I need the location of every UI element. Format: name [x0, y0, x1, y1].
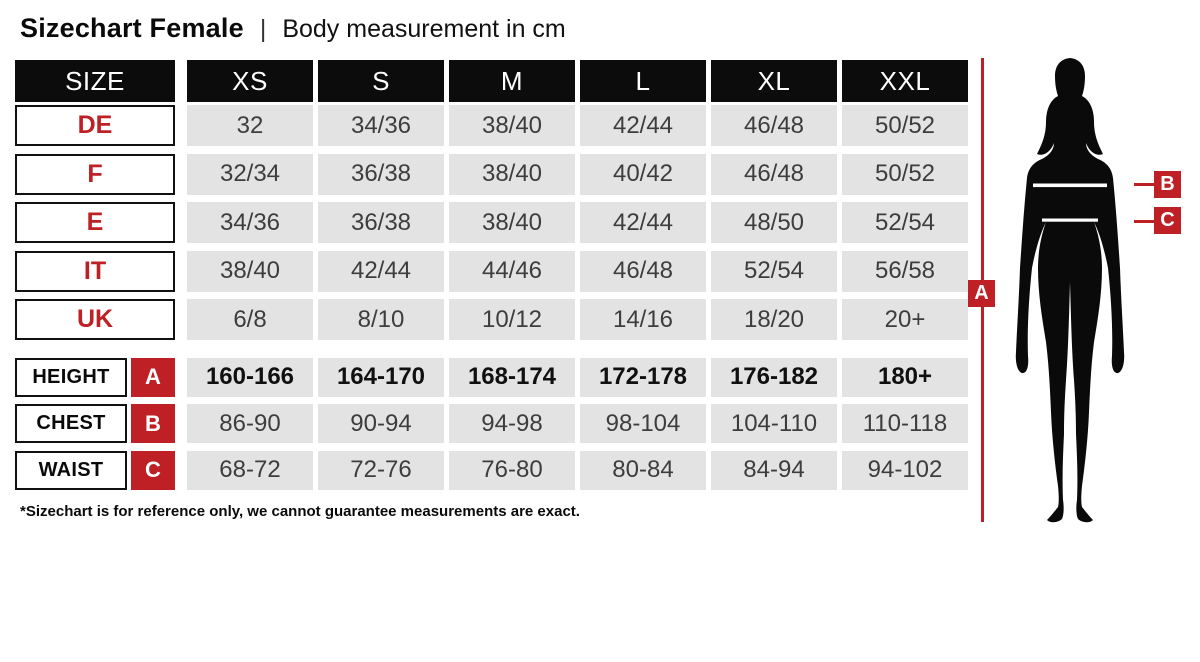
- table-cell: 48/50: [711, 202, 837, 243]
- height-row-badge: A: [131, 358, 175, 397]
- column-header-m: M: [449, 60, 575, 102]
- title-subtitle: Body measurement in cm: [282, 15, 566, 43]
- table-cell: 76-80: [449, 451, 575, 490]
- table-cell: 32/34: [187, 154, 313, 195]
- table-cell: 14/16: [580, 299, 706, 340]
- table-cell: 180+: [842, 358, 968, 397]
- table-cell: 94-102: [842, 451, 968, 490]
- column-header-xxl: XXL: [842, 60, 968, 102]
- chest-pointer-line: [1134, 183, 1154, 186]
- table-header-row: [15, 60, 973, 102]
- table-cell: 6/8: [187, 299, 313, 340]
- table-cell: 46/48: [711, 105, 837, 146]
- table-cell: 42/44: [580, 105, 706, 146]
- table-cell: 18/20: [711, 299, 837, 340]
- row-label-de: DE: [15, 105, 175, 146]
- table-cell: 8/10: [318, 299, 444, 340]
- table-cell: 104-110: [711, 404, 837, 443]
- row-label-height: HEIGHT: [15, 358, 127, 397]
- table-cell: 38/40: [449, 105, 575, 146]
- waist-row-badge: C: [131, 451, 175, 490]
- table-row-uk: [15, 299, 973, 340]
- column-header-xs: XS: [187, 60, 313, 102]
- table-cell: 68-72: [187, 451, 313, 490]
- table-cell: 52/54: [842, 202, 968, 243]
- table-cell: 10/12: [449, 299, 575, 340]
- table-cell: 32: [187, 105, 313, 146]
- table-cell: 50/52: [842, 154, 968, 195]
- waist-pointer-line: [1134, 220, 1154, 223]
- table-row-de: [15, 105, 973, 146]
- table-cell: 72-76: [318, 451, 444, 490]
- table-cell: 98-104: [580, 404, 706, 443]
- table-cell: 176-182: [711, 358, 837, 397]
- table-cell: 40/42: [580, 154, 706, 195]
- table-row-f: [15, 154, 973, 195]
- table-cell: 56/58: [842, 251, 968, 292]
- female-silhouette-icon: [1002, 56, 1138, 526]
- table-cell: 36/38: [318, 154, 444, 195]
- size-table: [15, 60, 973, 497]
- table-cell: 86-90: [187, 404, 313, 443]
- table-cell: 46/48: [711, 154, 837, 195]
- footnote: *Sizechart is for reference only, we cannot guarantee measurements are exact.: [20, 503, 580, 520]
- row-label-it: IT: [15, 251, 175, 292]
- row-label-e: E: [15, 202, 175, 243]
- table-cell: 50/52: [842, 105, 968, 146]
- table-cell: 164-170: [318, 358, 444, 397]
- row-label-uk: UK: [15, 299, 175, 340]
- table-cell: 34/36: [318, 105, 444, 146]
- page-title: [20, 13, 566, 44]
- table-cell: 84-94: [711, 451, 837, 490]
- table-cell: 110-118: [842, 404, 968, 443]
- table-row-height: [15, 358, 973, 397]
- table-cell: 44/46: [449, 251, 575, 292]
- table-row-waist: [15, 451, 973, 490]
- table-row-e: [15, 202, 973, 243]
- table-cell: 80-84: [580, 451, 706, 490]
- section-divider: [15, 348, 973, 358]
- table-cell: 36/38: [318, 202, 444, 243]
- table-row-it: [15, 251, 973, 292]
- table-cell: 42/44: [318, 251, 444, 292]
- row-label-waist: WAIST: [15, 451, 127, 490]
- row-label-f: F: [15, 154, 175, 195]
- column-header-l: L: [580, 60, 706, 102]
- table-cell: 94-98: [449, 404, 575, 443]
- table-cell: 52/54: [711, 251, 837, 292]
- size-header-cell: SIZE: [15, 60, 175, 102]
- column-header-xl: XL: [711, 60, 837, 102]
- chest-row-badge: B: [131, 404, 175, 443]
- height-figure-badge: A: [968, 280, 995, 307]
- column-header-s: S: [318, 60, 444, 102]
- title-separator: |: [259, 15, 267, 43]
- table-cell: 168-174: [449, 358, 575, 397]
- table-cell: 20+: [842, 299, 968, 340]
- table-cell: 46/48: [580, 251, 706, 292]
- chest-figure-badge: B: [1154, 171, 1181, 198]
- table-cell: 42/44: [580, 202, 706, 243]
- table-cell: 38/40: [449, 154, 575, 195]
- waist-figure-badge: C: [1154, 207, 1181, 234]
- table-cell: 34/36: [187, 202, 313, 243]
- table-row-chest: [15, 404, 973, 443]
- table-cell: 172-178: [580, 358, 706, 397]
- table-cell: 38/40: [187, 251, 313, 292]
- table-cell: 90-94: [318, 404, 444, 443]
- table-cell: 38/40: [449, 202, 575, 243]
- title-main: Sizechart Female: [20, 13, 244, 43]
- table-cell: 160-166: [187, 358, 313, 397]
- row-label-chest: CHEST: [15, 404, 127, 443]
